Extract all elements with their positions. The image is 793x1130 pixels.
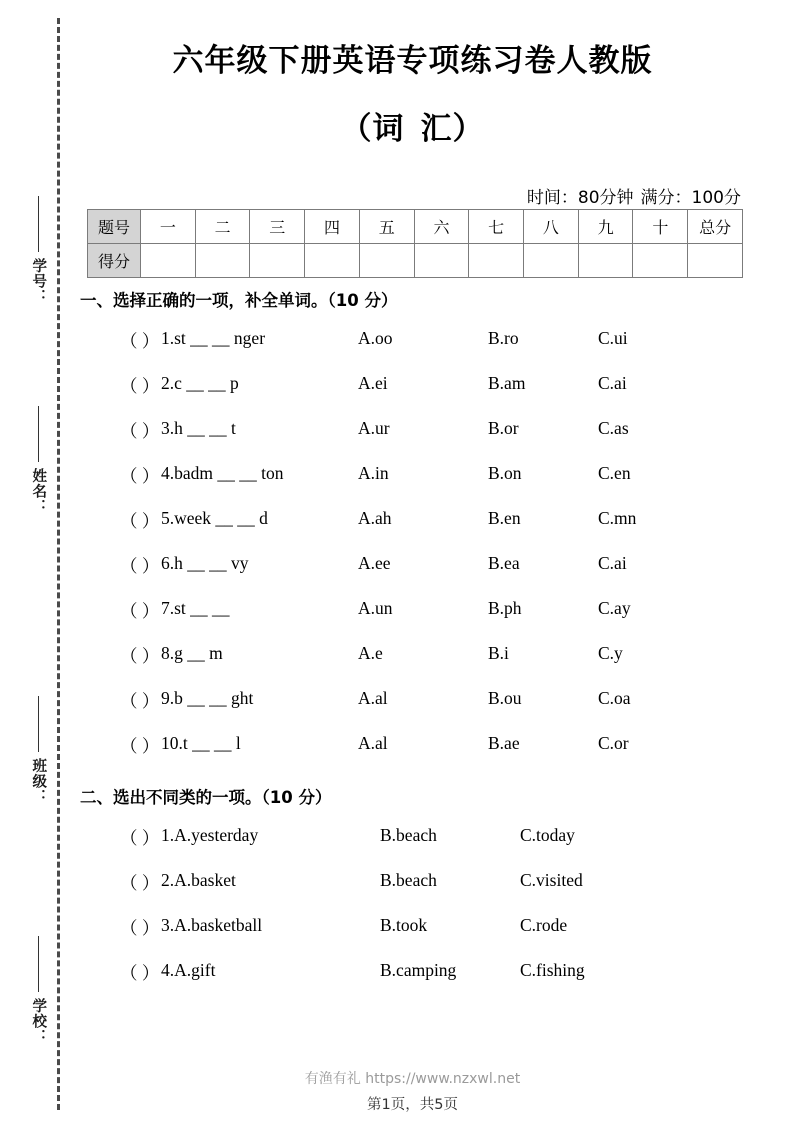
option-c[interactable]: C.ay xyxy=(598,598,631,618)
answer-blank[interactable]: （ ） xyxy=(120,963,160,983)
option-a[interactable]: 1.A.yesterday xyxy=(161,825,259,845)
score-table-col-9: 九 xyxy=(578,210,633,244)
seal-rule xyxy=(38,196,39,252)
answer-blank[interactable]: （ ） xyxy=(120,918,160,938)
question-list-one xyxy=(80,328,793,778)
score-cell-5[interactable] xyxy=(359,244,414,278)
option-b[interactable]: B.beach xyxy=(380,870,437,890)
score-cell-9[interactable] xyxy=(578,244,633,278)
option-b[interactable]: B.on xyxy=(488,463,522,483)
score-table-col-6: 六 xyxy=(414,210,469,244)
score-table-col-5: 五 xyxy=(359,210,414,244)
score-cell-3[interactable] xyxy=(250,244,305,278)
score-cell-10[interactable] xyxy=(633,244,688,278)
question-stem: 5.week __ __ d xyxy=(161,508,268,528)
question-stem: 7.st __ __ xyxy=(161,598,230,618)
question-row xyxy=(80,508,793,553)
option-a[interactable]: A.un xyxy=(358,598,393,618)
option-b[interactable]: B.or xyxy=(488,418,519,438)
question-stem: 8.g __ m xyxy=(161,643,223,663)
score-table-col-8: 八 xyxy=(524,210,579,244)
option-c[interactable]: C.fishing xyxy=(520,960,585,980)
question-row xyxy=(80,825,793,870)
score-cell-4[interactable] xyxy=(305,244,360,278)
score-cell-1[interactable] xyxy=(141,244,196,278)
question-row xyxy=(80,643,793,688)
question-row xyxy=(80,915,793,960)
score-cell-total[interactable] xyxy=(688,244,743,278)
question-stem: 2.c __ __ p xyxy=(161,373,239,393)
option-c[interactable]: C.as xyxy=(598,418,629,438)
answer-blank[interactable]: （ ） xyxy=(120,466,160,486)
option-a[interactable]: A.oo xyxy=(358,328,393,348)
option-c[interactable]: C.y xyxy=(598,643,623,663)
score-cell-8[interactable] xyxy=(524,244,579,278)
answer-blank[interactable]: （ ） xyxy=(120,556,160,576)
seal-label-name: 姓名： xyxy=(30,468,47,515)
option-a[interactable]: 3.A.basketball xyxy=(161,915,263,935)
page-title: 六年级下册英语专项练习卷人教版 xyxy=(172,43,653,79)
seal-dashed-line xyxy=(57,18,60,1110)
score-table-col-10: 十 xyxy=(633,210,688,244)
seal-slot-student-id xyxy=(21,190,55,390)
score-table-col-2: 二 xyxy=(195,210,250,244)
answer-blank[interactable]: （ ） xyxy=(120,646,160,666)
question-stem: 9.b __ __ ght xyxy=(161,688,254,708)
question-stem: 1.st __ __ nger xyxy=(161,328,266,348)
score-table-head-label: 题号 xyxy=(88,210,141,244)
option-a[interactable]: A.in xyxy=(358,463,389,483)
option-c[interactable]: C.today xyxy=(520,825,575,845)
question-list-two xyxy=(80,825,793,1005)
option-a[interactable]: A.ee xyxy=(358,553,391,573)
question-row xyxy=(80,463,793,508)
score-table-score-label: 得分 xyxy=(88,244,141,278)
question-stem: 10.t __ __ l xyxy=(161,733,241,753)
page-number: 第1页，共5页 xyxy=(367,1097,458,1113)
seal-label-student-id: 学号： xyxy=(30,258,47,305)
score-table-col-4: 四 xyxy=(305,210,360,244)
score-cell-6[interactable] xyxy=(414,244,469,278)
option-b[interactable]: B.en xyxy=(488,508,521,528)
option-b[interactable]: B.beach xyxy=(380,825,437,845)
question-row xyxy=(80,373,793,418)
exam-time: 时间：80分钟 xyxy=(526,188,634,208)
question-row xyxy=(80,328,793,373)
seal-label-class: 班级： xyxy=(30,758,47,805)
option-b[interactable]: B.ae xyxy=(488,733,520,753)
option-c[interactable]: C.oa xyxy=(598,688,631,708)
option-a[interactable]: A.ah xyxy=(358,508,392,528)
answer-blank[interactable]: （ ） xyxy=(120,828,160,848)
section-heading-two: 二、选出不同类的一项。（10 分） xyxy=(80,788,332,807)
seal-rule xyxy=(38,696,39,752)
answer-blank[interactable]: （ ） xyxy=(120,421,160,441)
option-b[interactable]: B.ro xyxy=(488,328,519,348)
question-row xyxy=(80,688,793,733)
option-a[interactable]: A.al xyxy=(358,688,388,708)
option-c[interactable]: C.ui xyxy=(598,328,628,348)
option-b[interactable]: B.ph xyxy=(488,598,522,618)
question-stem: 3.h __ __ t xyxy=(161,418,236,438)
option-c[interactable]: C.visited xyxy=(520,870,583,890)
page-body xyxy=(80,0,793,1122)
answer-blank[interactable]: （ ） xyxy=(120,601,160,621)
answer-blank[interactable]: （ ） xyxy=(120,376,160,396)
answer-blank[interactable]: （ ） xyxy=(120,691,160,711)
option-a[interactable]: 2.A.basket xyxy=(161,870,236,890)
question-stem: 4.badm __ __ ton xyxy=(161,463,284,483)
score-cell-7[interactable] xyxy=(469,244,524,278)
seal-slot-class xyxy=(21,690,55,890)
question-row xyxy=(80,418,793,463)
table-row-scores xyxy=(88,244,743,278)
option-c[interactable]: C.rode xyxy=(520,915,568,935)
option-c[interactable]: C.en xyxy=(598,463,631,483)
seal-slot-school xyxy=(21,930,55,1130)
option-c[interactable]: C.or xyxy=(598,733,629,753)
answer-blank[interactable]: （ ） xyxy=(120,331,160,351)
score-table-col-7: 七 xyxy=(469,210,524,244)
option-a[interactable]: A.ei xyxy=(358,373,388,393)
score-table-col-3: 三 xyxy=(250,210,305,244)
answer-blank[interactable]: （ ） xyxy=(120,873,160,893)
question-row xyxy=(80,733,793,778)
question-row xyxy=(80,598,793,643)
option-b[interactable]: B.ou xyxy=(488,688,522,708)
option-b[interactable]: B.took xyxy=(380,915,428,935)
seal-rule xyxy=(38,936,39,992)
score-table-col-total: 总分 xyxy=(688,210,743,244)
seal-label-school: 学校： xyxy=(30,998,47,1045)
option-a[interactable]: A.ur xyxy=(358,418,390,438)
page-subtitle-left: （词 xyxy=(340,111,405,147)
option-b[interactable]: B.i xyxy=(488,643,509,663)
table-row-question-numbers xyxy=(88,210,743,244)
question-row xyxy=(80,960,793,1005)
score-cell-2[interactable] xyxy=(195,244,250,278)
binding-margin xyxy=(0,0,80,1122)
exam-meta xyxy=(527,183,741,208)
option-b[interactable]: B.am xyxy=(488,373,526,393)
option-a[interactable]: A.e xyxy=(358,643,383,663)
score-table xyxy=(87,209,743,278)
page-subtitle xyxy=(80,112,745,148)
question-row xyxy=(80,870,793,915)
seal-rule xyxy=(38,406,39,462)
option-a[interactable]: A.al xyxy=(358,733,388,753)
score-table-col-1: 一 xyxy=(141,210,196,244)
exam-total-score: 满分：100分 xyxy=(640,188,741,208)
option-b[interactable]: B.camping xyxy=(380,960,457,980)
option-c[interactable]: C.ai xyxy=(598,373,627,393)
section-heading-one: 一、选择正确的一项，补全单词。（10 分） xyxy=(80,291,398,310)
question-stem: 6.h __ __ vy xyxy=(161,553,249,573)
page-subtitle-right: 汇） xyxy=(420,111,485,147)
watermark: 有渔有礼 https://www.nzxwl.net xyxy=(304,1071,521,1087)
seal-slot-name xyxy=(21,400,55,600)
option-c[interactable]: C.ai xyxy=(598,553,627,573)
answer-blank[interactable]: （ ） xyxy=(120,736,160,756)
option-a[interactable]: 4.A.gift xyxy=(161,960,216,980)
answer-blank[interactable]: （ ） xyxy=(120,511,160,531)
question-row xyxy=(80,553,793,598)
option-b[interactable]: B.ea xyxy=(488,553,520,573)
option-c[interactable]: C.mn xyxy=(598,508,637,528)
